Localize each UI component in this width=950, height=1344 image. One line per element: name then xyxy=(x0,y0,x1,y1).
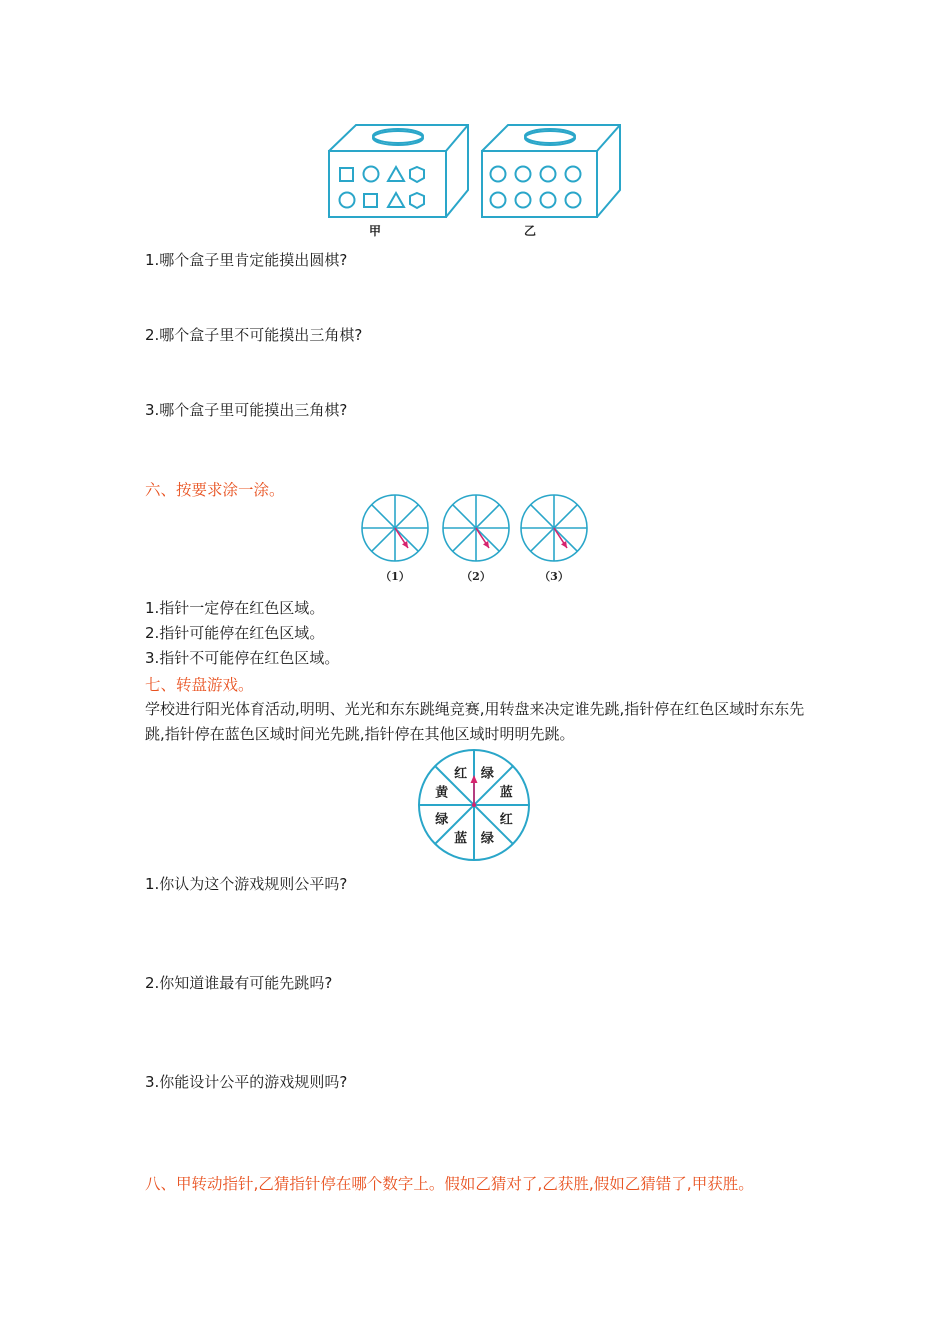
section-7-title: 七、转盘游戏。 xyxy=(145,676,254,694)
triangle-piece-icon xyxy=(388,193,404,207)
spinner-2 xyxy=(443,495,509,561)
hexagon-piece-icon xyxy=(410,193,424,208)
wheel-sector-label: 红 xyxy=(454,766,468,782)
section-6-title: 六、按要求涂一涂。 xyxy=(145,481,285,499)
section-6-item-2: 2.指针可能停在红色区域。 xyxy=(145,624,325,642)
wheel-sector-label: 黄 xyxy=(435,785,449,801)
circle-piece-icon xyxy=(491,193,506,208)
box-question-2: 2.哪个盒子里不可能摸出三角棋? xyxy=(145,326,363,344)
box-yi xyxy=(482,125,620,217)
spinner-label-1: （1） xyxy=(380,570,410,583)
box-question-1: 1.哪个盒子里肯定能摸出圆棋? xyxy=(145,251,348,269)
section-8-title: 八、甲转动指针,乙猜指针停在哪个数字上。假如乙猜对了,乙获胜,假如乙猜错了,甲获胜。 xyxy=(145,1175,754,1193)
box-jia-label: 甲 xyxy=(368,224,382,238)
section-7-question-1: 1.你认为这个游戏规则公平吗? xyxy=(145,875,348,893)
section-7-question-3: 3.你能设计公平的游戏规则吗? xyxy=(145,1073,348,1091)
circle-piece-icon xyxy=(364,167,379,182)
box-yi-label: 乙 xyxy=(523,224,537,238)
wheel-sector-label: 绿 xyxy=(435,812,449,828)
circle-piece-icon xyxy=(566,193,581,208)
box-jia xyxy=(329,125,468,217)
wheel-sector-label: 蓝 xyxy=(454,831,468,847)
circle-piece-icon xyxy=(541,193,556,208)
boxes-figure xyxy=(320,118,630,244)
wheel-sector-label: 绿 xyxy=(480,831,494,847)
circle-piece-icon xyxy=(566,167,581,182)
circle-piece-icon xyxy=(516,167,531,182)
spinner-label-2: （2） xyxy=(461,570,491,583)
wheel-sector-label: 红 xyxy=(499,812,513,828)
game-wheel-figure xyxy=(415,748,535,862)
wheel-sector-label: 蓝 xyxy=(499,785,513,801)
square-piece-icon xyxy=(340,168,353,181)
circle-piece-icon xyxy=(541,167,556,182)
circle-piece-icon xyxy=(516,193,531,208)
spinner-label-3: （3） xyxy=(539,570,569,583)
hexagon-piece-icon xyxy=(410,167,424,182)
spinner-1 xyxy=(362,495,428,561)
section-6-item-1: 1.指针一定停在红色区域。 xyxy=(145,599,325,617)
triangle-piece-icon xyxy=(388,167,404,181)
spinner-3 xyxy=(521,495,587,561)
box-question-3: 3.哪个盒子里可能摸出三角棋? xyxy=(145,401,348,419)
square-piece-icon xyxy=(364,194,377,207)
spinners-figure xyxy=(355,494,600,586)
circle-piece-icon xyxy=(491,167,506,182)
section-7-paragraph: 学校进行阳光体育活动,明明、光光和东东跳绳竞赛,用转盘来决定谁先跳,指针停在红色区域时东东先跳,指针停在蓝色区域时间光先跳,指针停在其他区域时明明先跳。 xyxy=(145,700,805,743)
section-6-item-3: 3.指针不可能停在红色区域。 xyxy=(145,649,340,667)
circle-piece-icon xyxy=(340,193,355,208)
section-7-question-2: 2.你知道谁最有可能先跳吗? xyxy=(145,974,333,992)
wheel-sector-label: 绿 xyxy=(480,766,494,782)
